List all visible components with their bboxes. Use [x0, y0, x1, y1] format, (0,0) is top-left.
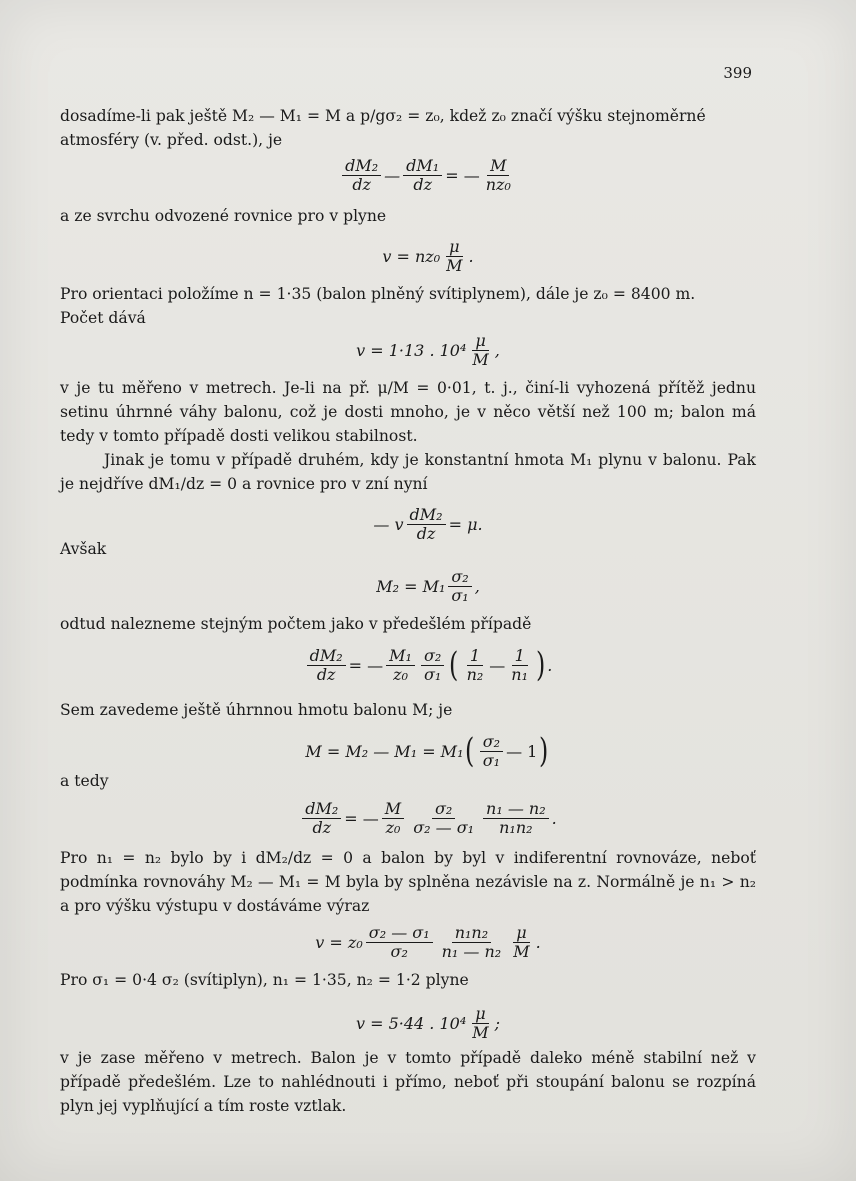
paragraph-7: Sem zavedeme ještě úhrnnou hmotu balonu M; je [60, 701, 453, 719]
paragraph-10: v je zase měřeno v metrech. Balon je v tomto případě daleko méně stabilní než v případě předešlém. Lze to nahlédnouti i přímo, neboť při stoupání balonu se rozpíná plyn jej vyplňující a tím roste vztlak. [60, 1049, 756, 1115]
page-number: 399 [723, 64, 752, 82]
paragraph-6: odtud nalezneme stejným počtem jako v předešlém případě [60, 615, 532, 633]
label-a-tedy: a tedy [60, 772, 109, 790]
paragraph-3a: Pro orientaci položíme n = 1·35 (balon plněný svítiplynem), dále je z₀ = 8400 m. [60, 285, 696, 303]
paragraph-1b: atmosféry (v. před. odst.), je [60, 131, 283, 149]
paragraph-8: Pro n₁ = n₂ bylo by i dM₂/dz = 0 a balon by byl v indiferentní rovnováze, neboť podmínka rovnováhy M₂ — M₁ = M byla by splněna nezávisle na z. Normálně je n₁ > n₂ a pro výšku výstupu v dostáváme výraz [60, 849, 756, 915]
paragraph-5: Jinak je tomu v případě druhém, kdy je konstantní hmota M₁ plynu v balonu. Pak je nejdříve dM₁/dz = 0 a rovnice pro v zní nyní [60, 451, 756, 493]
equation-2: v = nz₀ $\frac{\mu}{M}$ . [382, 236, 474, 275]
equation-9: v = z₀ $\frac{\text{σ₂ — σ₁}}{\text{σ₂}}$ $\frac{\text{n₁n₂}}{\text{n₁ — n₂}}$ $\frac{\mu}{M}$ . [315, 922, 541, 961]
paragraph-2: a ze svrchu odvozené rovnice pro v plyne [60, 207, 387, 225]
paragraph-4: v je tu měřeno v metrech. Je-li na př. μ/M = 0·01, t. j., činí-li vyhozená přítěž jednu setinu úhrnné váhy balonu, což je dosti mnoho, je v něco větší než 100 m; balon má tedy v tomto případě dosti velikou stabilnost. [60, 379, 756, 445]
paragraph-9: Pro σ₁ = 0·4 σ₂ (svítiplyn), n₁ = 1·35, n₂ = 1·2 plyne [60, 971, 469, 989]
label-avsak: Avšak [60, 540, 107, 558]
paragraph-1a: dosadíme-li pak ještě M₂ — M₁ = M a p/gσ₂ = z₀, kdež z₀ značí výšku stejnoměrné [60, 107, 706, 125]
equation-1: $\frac{\text{dM₂}}{dz}$ — $\frac{\text{dM₁}}{dz}$ = — $\frac{M}{\text{nz₀}}$ [0, 152, 856, 198]
equation-6: $\frac{\text{dM₂}}{dz}$ = — $\frac{\text{M₁}}{\text{z₀}}$ $\frac{\text{σ₂}}{\text{σ₁}}$ ( $\frac{1}{\text{n₂}}$ — $\frac{1}{\text{n₁}}$ ) . [0, 640, 856, 690]
equation-8: $\frac{\text{dM₂}}{dz}$ = — $\frac{M}{\text{z₀}}$ $\frac{\text{σ₂}}{\text{σ₂ — σ₁}}$ $\frac{\text{n₁ — n₂}}{\text{n₁n₂}}$ . [0, 794, 856, 842]
equation-10: v = 5·44 . 10⁴ $\frac{\mu}{M}$ ; [355, 1003, 501, 1042]
paragraph-3b: Počet dává [60, 309, 146, 327]
equation-3: v = 1·13 . 10⁴ $\frac{\mu}{M}$ , [356, 330, 500, 369]
equation-7: M = M₂ — M₁ = M₁ ( $\frac{\text{σ₂}}{\text{σ₁}}$ — 1 ) [305, 731, 549, 771]
equation-5: M₂ = M₁ $\frac{\text{σ₂}}{\text{σ₁}}$ , [376, 566, 480, 605]
equation-4: — v $\frac{\text{dM₂}}{dz}$ = μ. [373, 504, 483, 543]
